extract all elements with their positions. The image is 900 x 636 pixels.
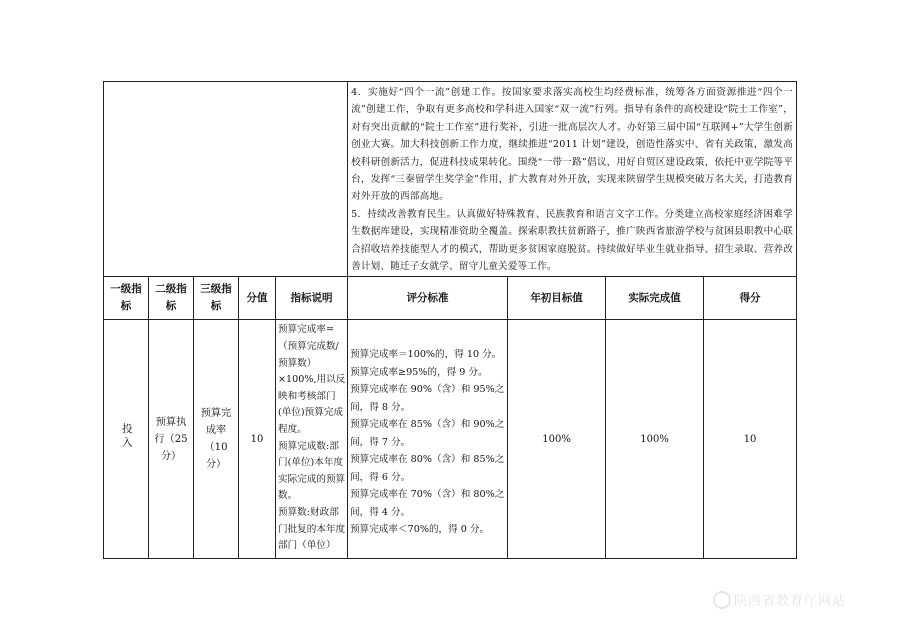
intro-paragraph-4: 4．实施好“四个一流”创建工作。按国家要求落实高校生均经费标准，统筹各方面资源推进“四个一流”创建工作，争取有更多高校和学科进入国家“双一流”行列。指导有条件的高校建设“院士工作室”，对有突出贡献的“院士工作室”进行奖补，引进一批高层次人才。办好第三届中国“互联网+”大学生创新创业大赛。加大科技创新工作力度，继续推进“2011 计划”建设，创造性落实中、省有关政策，激发高校科研创新活力，促进科技成果转化。围绕“一带一路”倡议，用好自贸区建设政策，依托中亚学院等平台，发挥“三秦留学生奖学金”作用，扩大教育对外开放，实现来陕留学生规模突破万名大关，打造教育对外开放的西部高地。 (351, 87, 794, 203)
intro-text-cell (348, 82, 797, 277)
header-row (104, 277, 797, 320)
cell-description (276, 320, 348, 559)
performance-table (103, 81, 797, 559)
header-actual: 实际完成值 (606, 277, 704, 320)
cell-result: 10 (704, 320, 797, 559)
criteria-line: 预算完成率在 85%（含）和 90%之间，得 7 分。 (350, 419, 505, 448)
watermark-logo-icon (713, 591, 731, 609)
criteria-line: 预算完成率在 70%（含）和 80%之间，得 4 分。 (350, 489, 505, 518)
cell-level3: 预算完成率（10分） (194, 320, 239, 559)
cell-level2: 预算执行（25分） (149, 320, 194, 559)
intro-row (104, 82, 797, 277)
performance-table-sheet (103, 81, 796, 557)
header-description: 指标说明 (276, 277, 348, 320)
description-text: 预算完成率=（预算完成数/预算数）×100%,用以反映和考核部门(单位)预算完成程度。 预算完成数:部门(单位)本年度实际完成的预算数。 预算数:财政部门批复的本年度部门（单位） (278, 324, 346, 552)
header-level1: 一级指标 (104, 277, 149, 320)
header-result: 得分 (704, 277, 797, 320)
header-level3: 三级指标 (194, 277, 239, 320)
criteria-line: 预算完成率＝100%的，得 10 分。 (350, 349, 502, 361)
criteria-line: 预算完成率在 80%（含）和 85%之间，得 6 分。 (350, 454, 505, 483)
level1-text: 投入 (120, 422, 133, 450)
watermark-text: 陕西省教育厅网站 (734, 594, 847, 609)
cell-level1 (104, 320, 149, 559)
site-watermark (713, 590, 846, 609)
cell-score: 10 (239, 320, 276, 559)
criteria-line: 预算完成率＜70%的，得 0 分。 (350, 524, 490, 536)
cell-target: 100% (508, 320, 606, 559)
cell-criteria (348, 320, 508, 559)
header-criteria: 评分标准 (348, 277, 508, 320)
table-row (104, 320, 797, 559)
header-level2: 二级指标 (149, 277, 194, 320)
header-score: 分值 (239, 277, 276, 320)
criteria-line: 预算完成率≥95%的，得 9 分。 (350, 366, 488, 378)
header-target: 年初目标值 (508, 277, 606, 320)
intro-paragraph-5: 5．持续改善教育民生。认真做好特殊教育、民族教育和语言文字工作。分类建立高校家庭经济困难学生数据库建设，实现精准资助全覆盖。探索职教扶贫新路子，推广陕西省旅游学校与贫困县职教中心联合招收培养技能型人才的模式，帮助更多贫困家庭脱贫。持续做好毕业生就业指导、招生录取、营养改善计划、随迁子女就学、留守儿童关爱等工作。 (351, 208, 794, 273)
intro-blank-cell (104, 82, 348, 277)
criteria-line: 预算完成率在 90%（含）和 95%之间，得 8 分。 (350, 384, 505, 413)
cell-actual: 100% (606, 320, 704, 559)
